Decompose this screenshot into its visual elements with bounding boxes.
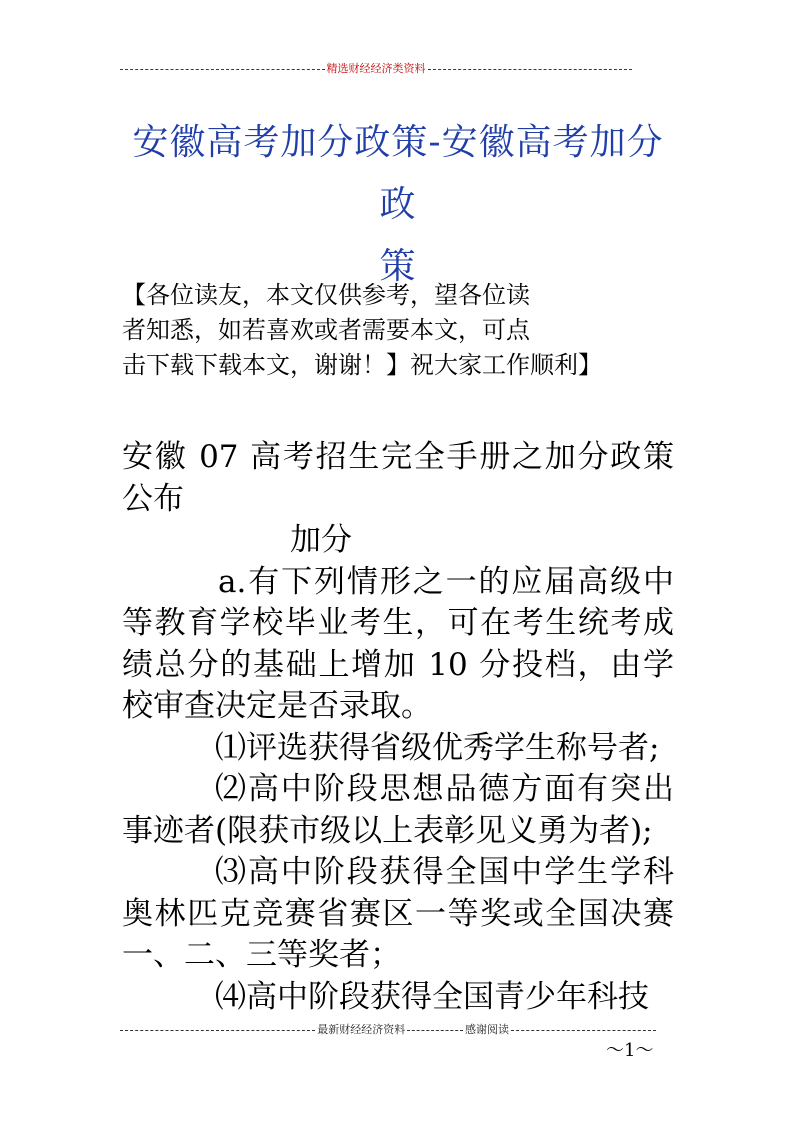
body-heading: 安徽 07 高考招生完全手册之加分政策公布 (122, 439, 674, 517)
title-line-1: 安徽高考加分政策-安徽高考加分政 (132, 122, 664, 225)
notice-line-2: 者知悉，如若喜欢或者需要本文，可点 (122, 316, 530, 344)
page-footer (120, 1021, 656, 1037)
page-header (120, 60, 632, 76)
footer-rule-right (511, 1030, 656, 1031)
page-number: ～1～ (606, 1040, 654, 1061)
list-item-2: ⑵高中阶段思想品德方面有突出事迹者(限获市级以上表彰见义勇为者); (122, 771, 674, 849)
header-text: 精选财经经济类资料 (326, 62, 426, 75)
header-rule-left (120, 69, 325, 70)
footer-left-text: 最新财经经济资料 (317, 1023, 406, 1036)
document-body (122, 437, 674, 1018)
list-item-4: ⑷高中阶段获得全国青少年科技 (215, 978, 649, 1015)
section-title: 加分 (290, 522, 352, 558)
document-title (118, 112, 678, 298)
list-item-3: ⑶高中阶段获得全国中学生学科奥林匹克竞赛省赛区一等奖或全国决赛一、二、三等奖者； (122, 854, 674, 973)
notice-line-1: 【各位读友，本文仅供参考，望各位读 (122, 281, 530, 309)
header-rule-right (428, 69, 633, 70)
footer-rule-middle (407, 1030, 463, 1031)
reader-notice (122, 278, 662, 383)
footer-rule-left (120, 1030, 315, 1031)
footer-right-text: 感谢阅读 (465, 1023, 509, 1036)
notice-line-3: 击下载下载本文，谢谢！】祝大家工作顺利】 (122, 351, 602, 379)
title-line-2: 策 (379, 246, 417, 287)
list-item-1: ⑴评选获得省级优秀学生称号者; (215, 729, 660, 766)
paragraph-a: a.有下列情形之一的应届高级中等教育学校毕业考生，可在考生统考成绩总分的基础上增加 10 分投档，由学校审查决定是否录取。 (122, 563, 674, 724)
